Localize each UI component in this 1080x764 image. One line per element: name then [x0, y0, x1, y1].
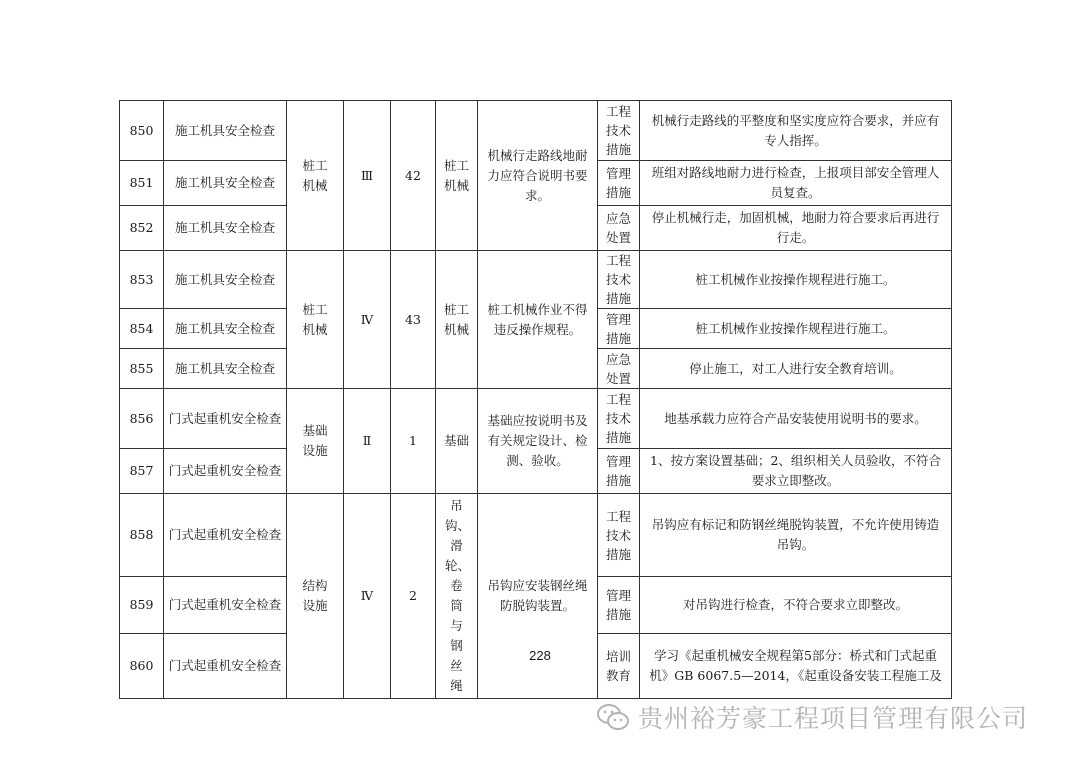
safety-inspection-table [119, 100, 952, 699]
measure-detail: 桩工机械作业按操作规程进行施工。 [640, 309, 952, 349]
table-row [120, 494, 952, 577]
measure-type: 管理措施 [598, 449, 640, 494]
hazard-category: 桩工机械 [287, 251, 344, 389]
measure-type: 管理措施 [598, 161, 640, 206]
hazard-number: 42 [391, 101, 436, 251]
control-requirement: 吊钩应安装钢丝绳防脱钩装置。 [478, 494, 598, 699]
risk-level: Ⅱ [344, 389, 391, 494]
measure-type: 应急处置 [598, 349, 640, 389]
measure-type: 工程技术措施 [598, 251, 640, 309]
row-id: 858 [120, 494, 164, 577]
inspection-item: 施工机具安全检查 [164, 206, 287, 251]
table-row [120, 251, 952, 309]
hazard-category: 结构设施 [287, 494, 344, 699]
measure-detail: 班组对路线地耐力进行检查，上报项目部安全管理人员复查。 [640, 161, 952, 206]
measure-detail: 桩工机械作业按操作规程进行施工。 [640, 251, 952, 309]
hazard-object: 基础 [436, 389, 478, 494]
watermark [596, 700, 1028, 734]
measure-detail: 学习《起重机械安全规程第5部分：桥式和门式起重机》GB 6067.5—2014，《起重设备安装工程施工及 [640, 634, 952, 699]
row-id: 859 [120, 577, 164, 634]
measure-detail: 吊钩应有标记和防钢丝绳脱钩装置，不允许使用铸造吊钩。 [640, 494, 952, 577]
wechat-icon [596, 702, 630, 732]
row-id: 852 [120, 206, 164, 251]
row-id: 851 [120, 161, 164, 206]
inspection-item: 门式起重机安全检查 [164, 577, 287, 634]
measure-type: 培训教育 [598, 634, 640, 699]
measure-detail: 对吊钩进行检查，不符合要求立即整改。 [640, 577, 952, 634]
measure-type: 工程技术措施 [598, 494, 640, 577]
row-id: 857 [120, 449, 164, 494]
row-id: 854 [120, 309, 164, 349]
inspection-item: 施工机具安全检查 [164, 251, 287, 309]
hazard-object: 桩工机械 [436, 101, 478, 251]
measure-type: 工程技术措施 [598, 389, 640, 449]
row-id: 855 [120, 349, 164, 389]
table-row [120, 101, 952, 161]
hazard-category: 桩工机械 [287, 101, 344, 251]
hazard-number: 1 [391, 389, 436, 494]
control-requirement: 基础应按说明书及有关规定设计、检测、验收。 [478, 389, 598, 494]
hazard-number: 43 [391, 251, 436, 389]
inspection-item: 门式起重机安全检查 [164, 449, 287, 494]
watermark-text: 贵州裕芳豪工程项目管理有限公司 [638, 704, 1029, 733]
hazard-category: 基础设施 [287, 389, 344, 494]
inspection-item: 门式起重机安全检查 [164, 389, 287, 449]
inspection-item: 施工机具安全检查 [164, 161, 287, 206]
row-id: 856 [120, 389, 164, 449]
control-requirement: 机械行走路线地耐力应符合说明书要求。 [478, 101, 598, 251]
measure-type: 管理措施 [598, 577, 640, 634]
measure-detail: 停止施工，对工人进行安全教育培训。 [640, 349, 952, 389]
inspection-item: 门式起重机安全检查 [164, 494, 287, 577]
inspection-item: 施工机具安全检查 [164, 101, 287, 161]
measure-detail: 1、按方案设置基础；2、组织相关人员验收，不符合要求立即整改。 [640, 449, 952, 494]
measure-type: 管理措施 [598, 309, 640, 349]
hazard-number: 2 [391, 494, 436, 699]
table-row [120, 389, 952, 449]
row-id: 850 [120, 101, 164, 161]
measure-detail: 机械行走路线的平整度和坚实度应符合要求，并应有专人指挥。 [640, 101, 952, 161]
risk-level: Ⅲ [344, 101, 391, 251]
inspection-item: 门式起重机安全检查 [164, 634, 287, 699]
page-number: 228 [529, 648, 551, 663]
measure-detail: 停止机械行走，加固机械，地耐力符合要求后再进行行走。 [640, 206, 952, 251]
risk-level: Ⅳ [344, 494, 391, 699]
control-requirement: 桩工机械作业不得违反操作规程。 [478, 251, 598, 389]
measure-type: 应急处置 [598, 206, 640, 251]
inspection-item: 施工机具安全检查 [164, 349, 287, 389]
hazard-object: 吊钩、滑轮、卷筒与钢丝绳 [436, 494, 478, 699]
hazard-object: 桩工机械 [436, 251, 478, 389]
measure-detail: 地基承载力应符合产品安装使用说明书的要求。 [640, 389, 952, 449]
row-id: 860 [120, 634, 164, 699]
measure-type: 工程技术措施 [598, 101, 640, 161]
row-id: 853 [120, 251, 164, 309]
risk-level: Ⅳ [344, 251, 391, 389]
inspection-item: 施工机具安全检查 [164, 309, 287, 349]
